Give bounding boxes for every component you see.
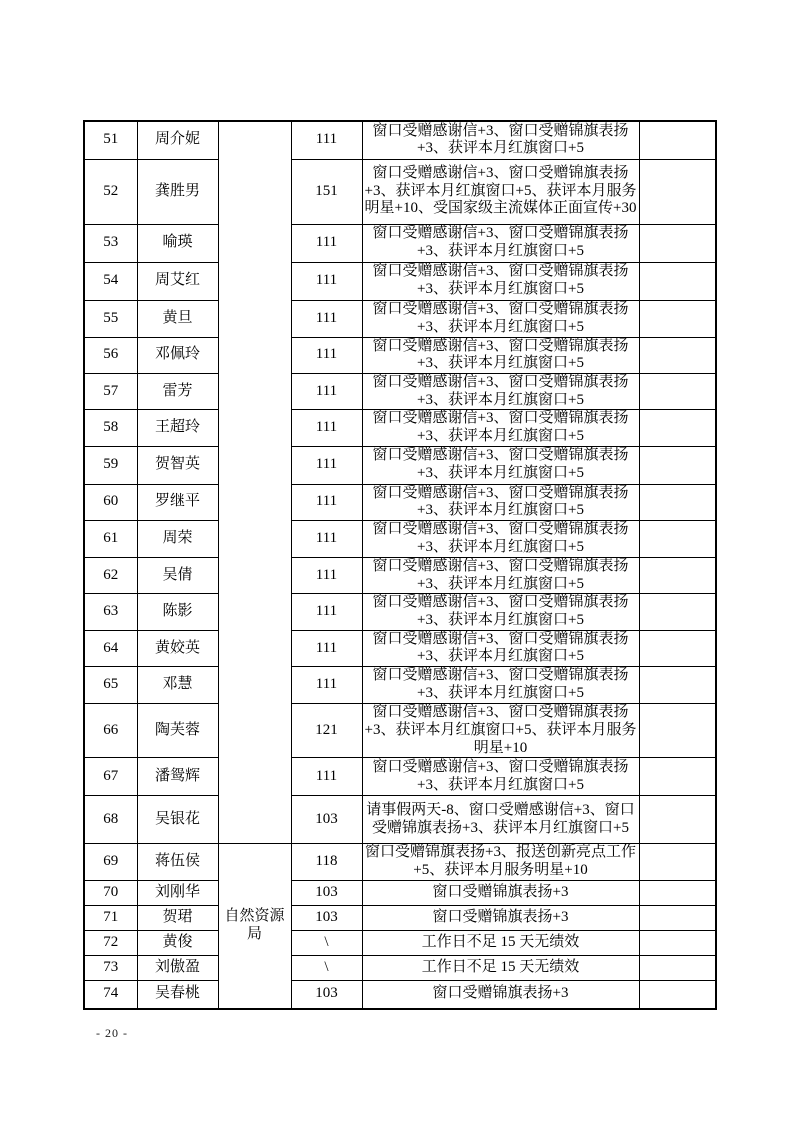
table-row <box>84 630 716 666</box>
cell-remark: 窗口受赠锦旗表扬+3 <box>362 880 639 905</box>
table-row <box>84 521 716 558</box>
cell-name: 吴倩 <box>137 558 218 594</box>
cell-remark: 窗口受赠感谢信+3、窗口受赠锦旗表扬+3、获评本月红旗窗口+5、获评本月服务明星+10 <box>362 704 639 758</box>
cell-score: 103 <box>291 796 362 844</box>
cell-empty <box>639 121 716 159</box>
cell-name: 周介妮 <box>137 121 218 159</box>
cell-remark: 窗口受赠感谢信+3、窗口受赠锦旗表扬+3、获评本月红旗窗口+5 <box>362 758 639 796</box>
cell-remark: 窗口受赠感谢信+3、窗口受赠锦旗表扬+3、获评本月红旗窗口+5 <box>362 446 639 484</box>
cell-score: 103 <box>291 980 362 1009</box>
cell-name: 陶芙蓉 <box>137 704 218 758</box>
cell-row-number: 61 <box>84 521 137 558</box>
performance-table <box>83 120 717 1010</box>
cell-empty <box>639 300 716 337</box>
cell-name: 喻瑛 <box>137 224 218 262</box>
cell-name: 贺智英 <box>137 446 218 484</box>
cell-empty <box>639 955 716 980</box>
cell-empty <box>639 410 716 446</box>
cell-row-number: 68 <box>84 796 137 844</box>
table-row <box>84 955 716 980</box>
cell-empty <box>639 980 716 1009</box>
cell-score: 103 <box>291 880 362 905</box>
cell-score: 111 <box>291 410 362 446</box>
table-row <box>84 337 716 373</box>
cell-score: 111 <box>291 594 362 630</box>
cell-row-number: 72 <box>84 930 137 955</box>
table-row <box>84 484 716 520</box>
cell-empty <box>639 521 716 558</box>
cell-row-number: 71 <box>84 905 137 930</box>
cell-score: \ <box>291 930 362 955</box>
cell-empty <box>639 880 716 905</box>
cell-row-number: 51 <box>84 121 137 159</box>
cell-row-number: 56 <box>84 337 137 373</box>
cell-row-number: 66 <box>84 704 137 758</box>
cell-row-number: 59 <box>84 446 137 484</box>
cell-score: 111 <box>291 373 362 409</box>
cell-row-number: 74 <box>84 980 137 1009</box>
cell-score: 111 <box>291 558 362 594</box>
cell-remark: 请事假两天-8、窗口受赠感谢信+3、窗口受赠锦旗表扬+3、获评本月红旗窗口+5 <box>362 796 639 844</box>
cell-score: 103 <box>291 905 362 930</box>
cell-score: 121 <box>291 704 362 758</box>
cell-name: 陈影 <box>137 594 218 630</box>
cell-empty <box>639 758 716 796</box>
cell-score: 111 <box>291 446 362 484</box>
cell-name: 潘鸳辉 <box>137 758 218 796</box>
cell-score: 111 <box>291 121 362 159</box>
cell-row-number: 70 <box>84 880 137 905</box>
cell-score: 118 <box>291 844 362 880</box>
cell-row-number: 69 <box>84 844 137 880</box>
cell-name: 雷芳 <box>137 373 218 409</box>
table-row <box>84 300 716 337</box>
cell-empty <box>639 844 716 880</box>
table-row <box>84 844 716 880</box>
table-row <box>84 930 716 955</box>
cell-row-number: 64 <box>84 630 137 666</box>
cell-score: 111 <box>291 630 362 666</box>
cell-empty <box>639 262 716 300</box>
cell-name: 罗继平 <box>137 484 218 520</box>
table-row <box>84 373 716 409</box>
cell-remark: 窗口受赠感谢信+3、窗口受赠锦旗表扬+3、获评本月红旗窗口+5 <box>362 410 639 446</box>
cell-score: 111 <box>291 521 362 558</box>
cell-remark: 窗口受赠感谢信+3、窗口受赠锦旗表扬+3、获评本月红旗窗口+5 <box>362 521 639 558</box>
cell-name: 吴银花 <box>137 796 218 844</box>
cell-empty <box>639 594 716 630</box>
cell-score: 111 <box>291 300 362 337</box>
cell-score: \ <box>291 955 362 980</box>
table-row <box>84 594 716 630</box>
cell-score: 151 <box>291 159 362 224</box>
table-row <box>84 980 716 1009</box>
cell-row-number: 63 <box>84 594 137 630</box>
table-row <box>84 262 716 300</box>
cell-department: 自然资源局 <box>218 844 291 1009</box>
cell-department <box>218 121 291 844</box>
cell-remark: 窗口受赠锦旗表扬+3 <box>362 905 639 930</box>
table-row <box>84 796 716 844</box>
cell-score: 111 <box>291 224 362 262</box>
cell-empty <box>639 930 716 955</box>
cell-name: 贺珺 <box>137 905 218 930</box>
cell-remark: 窗口受赠感谢信+3、窗口受赠锦旗表扬+3、获评本月红旗窗口+5 <box>362 373 639 409</box>
cell-remark: 窗口受赠感谢信+3、窗口受赠锦旗表扬+3、获评本月红旗窗口+5 <box>362 630 639 666</box>
cell-remark: 工作日不足 15 天无绩效 <box>362 930 639 955</box>
cell-name: 周荣 <box>137 521 218 558</box>
cell-row-number: 67 <box>84 758 137 796</box>
table-row <box>84 410 716 446</box>
table-row <box>84 758 716 796</box>
cell-remark: 窗口受赠感谢信+3、窗口受赠锦旗表扬+3、获评本月红旗窗口+5 <box>362 337 639 373</box>
cell-row-number: 54 <box>84 262 137 300</box>
table-row <box>84 880 716 905</box>
cell-remark: 窗口受赠感谢信+3、窗口受赠锦旗表扬+3、获评本月红旗窗口+5、获评本月服务明星+10、受国家级主流媒体正面宣传+30 <box>362 159 639 224</box>
table-row <box>84 121 716 159</box>
cell-score: 111 <box>291 337 362 373</box>
table-row <box>84 704 716 758</box>
table-row <box>84 446 716 484</box>
cell-row-number: 65 <box>84 667 137 704</box>
cell-row-number: 55 <box>84 300 137 337</box>
cell-remark: 窗口受赠感谢信+3、窗口受赠锦旗表扬+3、获评本月红旗窗口+5 <box>362 121 639 159</box>
cell-row-number: 62 <box>84 558 137 594</box>
cell-score: 111 <box>291 758 362 796</box>
page-number: - 20 - <box>96 1026 128 1040</box>
cell-row-number: 52 <box>84 159 137 224</box>
table-body <box>84 121 716 1009</box>
cell-remark: 窗口受赠感谢信+3、窗口受赠锦旗表扬+3、获评本月红旗窗口+5 <box>362 224 639 262</box>
cell-empty <box>639 446 716 484</box>
cell-name: 邓佩玲 <box>137 337 218 373</box>
cell-name: 王超玲 <box>137 410 218 446</box>
cell-remark: 窗口受赠感谢信+3、窗口受赠锦旗表扬+3、获评本月红旗窗口+5 <box>362 594 639 630</box>
cell-remark: 工作日不足 15 天无绩效 <box>362 955 639 980</box>
cell-remark: 窗口受赠感谢信+3、窗口受赠锦旗表扬+3、获评本月红旗窗口+5 <box>362 667 639 704</box>
cell-remark: 窗口受赠感谢信+3、窗口受赠锦旗表扬+3、获评本月红旗窗口+5 <box>362 484 639 520</box>
cell-empty <box>639 159 716 224</box>
cell-empty <box>639 224 716 262</box>
cell-remark: 窗口受赠感谢信+3、窗口受赠锦旗表扬+3、获评本月红旗窗口+5 <box>362 262 639 300</box>
cell-empty <box>639 796 716 844</box>
cell-name: 刘傲盈 <box>137 955 218 980</box>
cell-empty <box>639 704 716 758</box>
cell-name: 黄旦 <box>137 300 218 337</box>
table-row <box>84 558 716 594</box>
cell-name: 黄姣英 <box>137 630 218 666</box>
cell-name: 周艾红 <box>137 262 218 300</box>
cell-name: 龚胜男 <box>137 159 218 224</box>
table-row <box>84 159 716 224</box>
cell-row-number: 60 <box>84 484 137 520</box>
cell-remark: 窗口受赠锦旗表扬+3、报送创新亮点工作+5、获评本月服务明星+10 <box>362 844 639 880</box>
cell-row-number: 58 <box>84 410 137 446</box>
cell-empty <box>639 337 716 373</box>
cell-name: 刘刚华 <box>137 880 218 905</box>
table-row <box>84 905 716 930</box>
cell-remark: 窗口受赠锦旗表扬+3 <box>362 980 639 1009</box>
cell-name: 蒋伍侯 <box>137 844 218 880</box>
cell-row-number: 57 <box>84 373 137 409</box>
cell-empty <box>639 630 716 666</box>
cell-score: 111 <box>291 484 362 520</box>
cell-name: 黄俊 <box>137 930 218 955</box>
cell-empty <box>639 558 716 594</box>
cell-score: 111 <box>291 262 362 300</box>
cell-row-number: 53 <box>84 224 137 262</box>
cell-empty <box>639 373 716 409</box>
cell-empty <box>639 484 716 520</box>
cell-row-number: 73 <box>84 955 137 980</box>
cell-score: 111 <box>291 667 362 704</box>
cell-name: 邓慧 <box>137 667 218 704</box>
cell-empty <box>639 667 716 704</box>
cell-name: 吴春桃 <box>137 980 218 1009</box>
table-row <box>84 667 716 704</box>
cell-remark: 窗口受赠感谢信+3、窗口受赠锦旗表扬+3、获评本月红旗窗口+5 <box>362 300 639 337</box>
table-row <box>84 224 716 262</box>
cell-remark: 窗口受赠感谢信+3、窗口受赠锦旗表扬+3、获评本月红旗窗口+5 <box>362 558 639 594</box>
cell-empty <box>639 905 716 930</box>
